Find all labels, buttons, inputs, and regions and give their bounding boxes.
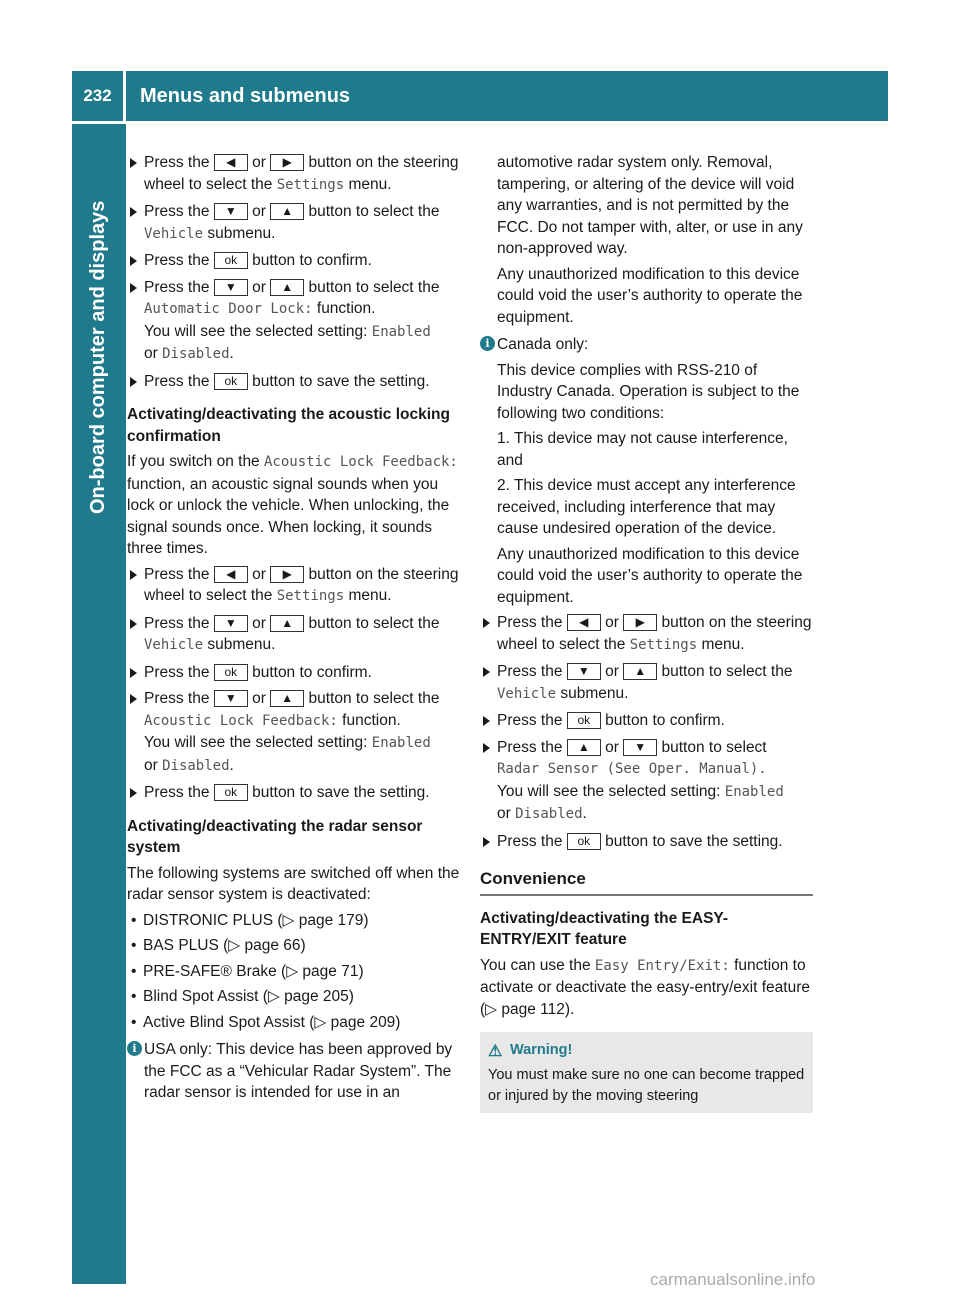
- list-item: • Active Blind Spot Assist (▷ page 209): [127, 1012, 461, 1034]
- section-title: Convenience: [480, 868, 813, 896]
- paragraph: automotive radar system only. Removal, tampering, or altering of the device will void any warranties, and is not permitted by the FCC. Do not tamper with, alter, or use in any non-approved way.: [497, 154, 803, 257]
- warning-icon: ⚠: [488, 1043, 503, 1060]
- info-note: i USA only: This device has been approved by the FCC as a “Vehicular Radar System”. The radar sensor is intended for use in an: [127, 1039, 461, 1104]
- list-item: • DISTRONIC PLUS (▷ page 179): [127, 910, 461, 932]
- step: Press the ▼ or ▲ button to select the Vehicle submenu.: [127, 201, 461, 245]
- paragraph: The following systems are switched off when the radar sensor system is deactivated:: [127, 864, 460, 903]
- page-number: 232: [72, 71, 126, 121]
- section-heading: Activating/deactivating the radar sensor system: [127, 817, 423, 856]
- paragraph: This device complies with RSS-210 of Industry Canada. Operation is subject to the following two conditions:: [497, 361, 800, 422]
- step: Press the ◀ or ▶ button on the steering wheel to select the Settings menu.: [127, 564, 461, 608]
- step: Press the ok button to confirm.: [127, 662, 461, 684]
- step: Press the ◀ or ▶ button on the steering wheel to select the Settings menu.: [127, 152, 461, 196]
- paragraph: 2. This device must accept any interference received, including interference that may cause undesired operation of the device.: [497, 477, 796, 537]
- step: Press the ▼ or ▲ button to select the Vehicle submenu.: [480, 661, 813, 705]
- step: Press the ok button to confirm.: [480, 710, 813, 732]
- step: Press the ok button to save the setting.: [480, 831, 813, 853]
- info-icon: i: [480, 336, 495, 351]
- warning-box: [480, 1032, 813, 1113]
- step: Press the ok button to save the setting.: [127, 782, 461, 804]
- paragraph: If you switch on the Acoustic Lock Feedback: function, an acoustic signal sounds when you lock or unlock the vehicle. When unlocking, the signal sounds once. When locking, it sounds three times.: [127, 453, 458, 557]
- watermark: carmanualsonline.info: [650, 1270, 816, 1289]
- sidebar-label: On-board computer and displays: [87, 200, 109, 514]
- warning-title: Warning!: [510, 1042, 573, 1058]
- step: Press the ok button to confirm.: [127, 250, 461, 272]
- paragraph: You can use the Easy Entry/Exit: function to activate or deactivate the easy-entry/exit feature (▷ page 112).: [480, 956, 810, 1018]
- paragraph: Any unauthorized modification to this device could void the user’s authority to operate the equipment.: [497, 265, 803, 326]
- step: Press the ▼ or ▲ button to select the Vehicle submenu.: [127, 613, 461, 657]
- list-item: • BAS PLUS (▷ page 66): [127, 935, 461, 957]
- paragraph: Any unauthorized modification to this device could void the user’s authority to operate the equipment.: [497, 545, 803, 606]
- info-note: i Canada only:: [480, 334, 813, 356]
- info-icon: i: [127, 1041, 142, 1056]
- step: Press the ▼ or ▲ button to select the Automatic Door Lock: function. You will see the selected setting: Enabled or Disabled.: [127, 277, 461, 366]
- step: Press the ok button to save the setting.: [127, 371, 461, 393]
- warning-text: You must make sure no one can become trapped or injured by the moving steering: [488, 1067, 805, 1104]
- step: Press the ▲ or ▼ button to select Radar Sensor (See Oper. Manual). You will see the selected setting: Enabled or Disabled.: [480, 737, 813, 826]
- step: Press the ◀ or ▶ button on the steering wheel to select the Settings menu.: [480, 612, 813, 656]
- right-column: [480, 152, 813, 1113]
- list-item: • PRE-SAFE® Brake (▷ page 71): [127, 961, 461, 983]
- paragraph: 1. This device may not cause interference, and: [497, 430, 788, 469]
- page-title: Menus and submenus: [140, 85, 351, 107]
- step: Press the ▼ or ▲ button to select the Acoustic Lock Feedback: function. You will see the selected setting: Enabled or Disabled.: [127, 688, 461, 777]
- section-heading: Activating/deactivating the EASY-ENTRY/EXIT feature: [480, 909, 729, 948]
- list-item: • Blind Spot Assist (▷ page 205): [127, 986, 461, 1008]
- left-column: [127, 152, 461, 1108]
- section-heading: Activating/deactivating the acoustic locking confirmation: [127, 406, 450, 445]
